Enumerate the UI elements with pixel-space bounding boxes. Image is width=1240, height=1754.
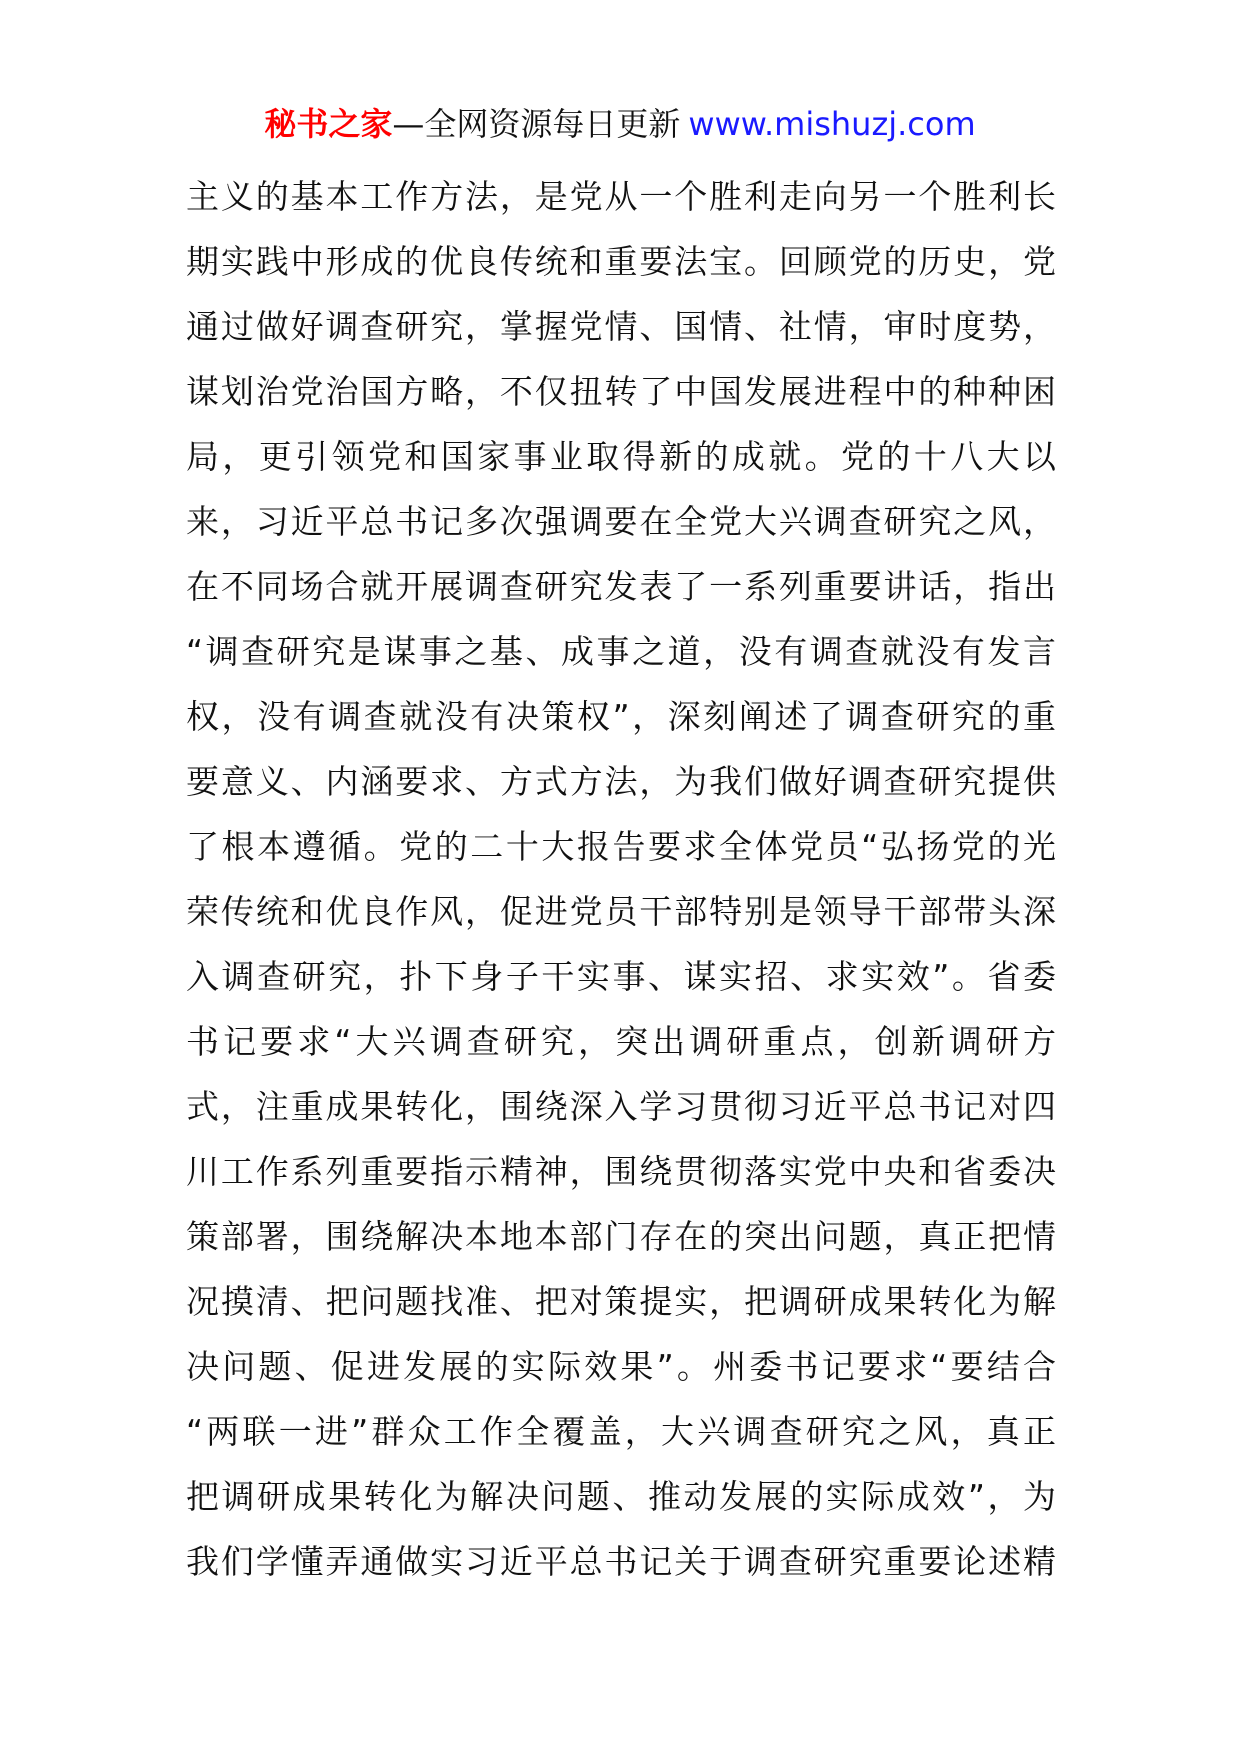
document-body <box>186 164 1056 1594</box>
text-line: 川工作系列重要指示精神，围绕贯彻落实党中央和省委决 <box>186 1152 1056 1191</box>
text-line: 书记要求“大兴调查研究，突出调研重点，创新调研方 <box>186 1022 1056 1061</box>
text-line: “两联一进”群众工作全覆盖，大兴调查研究之风，真正 <box>186 1412 1056 1451</box>
site-url-link[interactable]: www.mishuzj.com <box>688 105 976 143</box>
text-line: 策部署，围绕解决本地本部门存在的突出问题，真正把情 <box>186 1217 1056 1256</box>
text-line: 在不同场合就开展调查研究发表了一系列重要讲话，指出 <box>186 567 1056 606</box>
site-tagline: —全网资源每日更新 <box>392 105 681 143</box>
text-line: 决问题、促进发展的实际效果”。州委书记要求“要结合 <box>186 1347 1056 1386</box>
text-line: 权，没有调查就没有决策权”，深刻阐述了调查研究的重 <box>186 697 1056 736</box>
site-brand: 秘书之家 <box>264 105 393 143</box>
text-line: 来，习近平总书记多次强调要在全党大兴调查研究之风， <box>186 502 1056 541</box>
text-line: 通过做好调查研究，掌握党情、国情、社情，审时度势， <box>186 307 1056 346</box>
text-line: 局，更引领党和国家事业取得新的成就。党的十八大以 <box>186 437 1056 476</box>
text-line: 把调研成果转化为解决问题、推动发展的实际成效”，为 <box>186 1477 1056 1516</box>
text-line: 主义的基本工作方法，是党从一个胜利走向另一个胜利长 <box>186 177 1056 216</box>
text-line: 要意义、内涵要求、方式方法，为我们做好调查研究提供 <box>186 762 1056 801</box>
text-line: 况摸清、把问题找准、把对策提实，把调研成果转化为解 <box>186 1282 1056 1321</box>
text-line: 了根本遵循。党的二十大报告要求全体党员“弘扬党的光 <box>186 827 1056 866</box>
text-line: 我们学懂弄通做实习近平总书记关于调查研究重要论述精 <box>186 1542 1056 1581</box>
text-line: 谋划治党治国方略，不仅扭转了中国发展进程中的种种困 <box>186 372 1056 411</box>
text-line: 荣传统和优良作风，促进党员干部特别是领导干部带头深 <box>186 892 1056 931</box>
text-line: “调查研究是谋事之基、成事之道，没有调查就没有发言 <box>186 632 1056 671</box>
site-header <box>0 104 1240 144</box>
text-line: 入调查研究，扑下身子干实事、谋实招、求实效”。省委 <box>186 957 1056 996</box>
text-line: 期实践中形成的优良传统和重要法宝。回顾党的历史，党 <box>186 242 1056 281</box>
text-line: 式，注重成果转化，围绕深入学习贯彻习近平总书记对四 <box>186 1087 1056 1126</box>
